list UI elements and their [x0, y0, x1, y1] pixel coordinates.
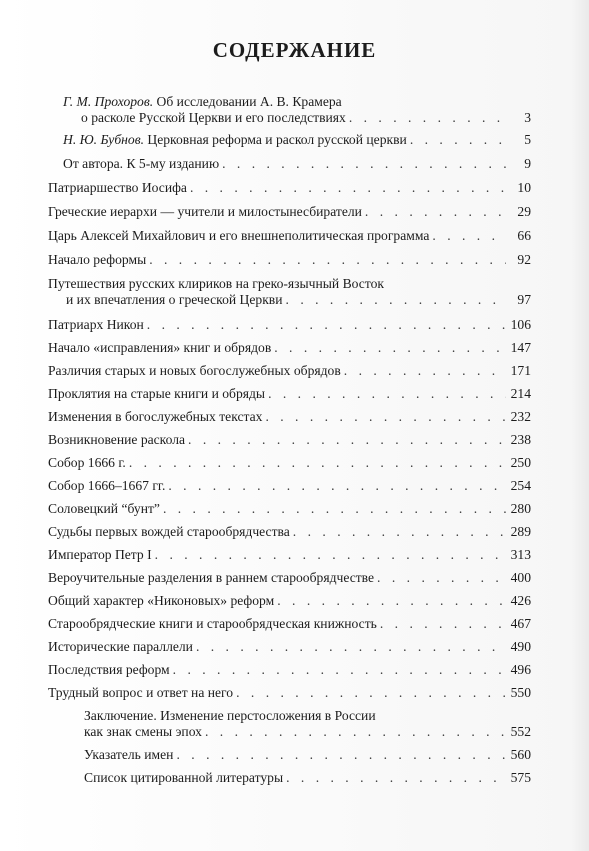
toc-entry[interactable]	[48, 340, 531, 356]
toc-page-number: 171	[510, 363, 531, 378]
toc-page-number: 250	[510, 455, 531, 470]
toc-title: Проклятия на старые книги и обряды	[48, 386, 266, 401]
toc-entry[interactable]	[48, 662, 531, 678]
toc-page-number: 66	[517, 228, 531, 243]
dot-leader	[147, 317, 506, 333]
toc-title: Список цитированной литературы	[84, 770, 284, 785]
toc-page-number: 232	[510, 409, 531, 424]
toc-title: Последствия реформ	[48, 662, 170, 677]
toc-line	[48, 409, 531, 425]
dot-leader	[163, 501, 506, 517]
toc-page-number: 490	[510, 639, 531, 654]
toc-page-number: 92	[517, 252, 531, 267]
toc-line	[63, 156, 531, 172]
toc-entry[interactable]	[48, 616, 531, 632]
dot-leader	[155, 547, 506, 563]
toc-line	[48, 180, 531, 196]
dot-leader	[293, 524, 506, 540]
toc-page-number: 400	[510, 570, 531, 585]
dot-leader	[344, 363, 506, 379]
toc-page-number: 9	[524, 156, 531, 171]
toc-title: Начало «исправления» книг и обрядов	[48, 340, 272, 355]
toc-title: Соловецкий “бунт”	[48, 501, 160, 516]
toc-line	[48, 639, 531, 655]
toc-title: Собор 1666–1667 гг.	[48, 478, 166, 493]
dot-leader	[190, 180, 506, 196]
toc-entry[interactable]	[48, 524, 531, 540]
toc-entry[interactable]	[48, 501, 531, 517]
toc-line	[48, 386, 531, 402]
dot-leader	[268, 386, 506, 402]
toc-line	[48, 292, 531, 308]
toc-title: Путешествия русских клириков на греко-язычный Восток	[48, 276, 384, 291]
toc-page-number: 106	[510, 317, 531, 332]
toc-page-number: 550	[510, 685, 531, 700]
toc-line	[48, 276, 531, 292]
toc-line	[84, 770, 531, 786]
toc-title: Патриаршество Иосифа	[48, 180, 187, 195]
toc-entry[interactable]	[84, 747, 531, 763]
toc-entry-preface[interactable]	[63, 156, 531, 172]
toc-entry[interactable]	[48, 180, 531, 196]
dot-leader	[380, 616, 506, 632]
dot-leader	[265, 409, 506, 425]
toc-page-number: 560	[510, 747, 531, 762]
toc-title: Общий характер «Никоновых» реформ	[48, 593, 275, 608]
toc-entry[interactable]	[48, 228, 531, 244]
dot-leader	[222, 156, 506, 172]
toc-entry-bubnov[interactable]	[63, 132, 531, 148]
dot-leader	[129, 455, 506, 471]
toc-title: Церковная реформа и раскол русской церкви	[144, 132, 407, 147]
dot-leader	[365, 204, 506, 220]
toc-page-number: 3	[524, 110, 531, 125]
dot-leader	[205, 724, 506, 740]
toc-entry[interactable]	[48, 593, 531, 609]
toc-title: Исторические параллели	[48, 639, 193, 654]
toc-page-number: 214	[510, 386, 531, 401]
toc-entry[interactable]	[48, 685, 531, 701]
dot-leader	[168, 478, 506, 494]
dot-leader	[173, 662, 506, 678]
toc-author: Г. М. Прохоров.	[63, 94, 154, 109]
toc-line	[63, 132, 531, 148]
toc-title: Греческие иерархи — учители и милостынесбиратели	[48, 204, 362, 219]
dot-leader	[286, 292, 506, 308]
toc-line	[48, 228, 531, 244]
dot-leader	[349, 110, 506, 126]
toc-title: Старообрядческие книги и старообрядческая книжность	[48, 616, 377, 631]
toc-line	[48, 455, 531, 471]
toc-title: Вероучительные разделения в раннем старообрядчестве	[48, 570, 375, 585]
toc-line	[84, 724, 531, 740]
toc-author: Н. Ю. Бубнов.	[63, 132, 145, 147]
toc-entry[interactable]	[48, 386, 531, 402]
toc-line	[48, 662, 531, 678]
toc-page-number: 313	[510, 547, 531, 562]
toc-title: Об исследовании А. В. Крамера	[153, 94, 342, 109]
toc-entry[interactable]	[48, 204, 531, 220]
toc-entry[interactable]	[84, 708, 531, 740]
toc-line	[48, 616, 531, 632]
toc-title: От автора. К 5-му изданию	[63, 156, 220, 171]
dot-leader	[149, 252, 506, 268]
dot-leader	[176, 747, 506, 763]
toc-title: Указатель имен	[84, 747, 174, 762]
toc-line	[48, 363, 531, 379]
toc-page-number: 147	[510, 340, 531, 355]
toc-title: Возникновение раскола	[48, 432, 186, 447]
toc-line	[48, 317, 531, 333]
toc-title: Различия старых и новых богослужебных обрядов	[48, 363, 341, 378]
toc-line	[48, 204, 531, 220]
toc-line	[48, 432, 531, 448]
toc-line	[48, 478, 531, 494]
toc-page-number: 426	[510, 593, 531, 608]
toc-line	[84, 708, 531, 724]
toc-page-number: 280	[510, 501, 531, 516]
toc-title: Собор 1666 г.	[48, 455, 126, 470]
toc-title: Патриарх Никон	[48, 317, 144, 332]
toc-entry[interactable]	[48, 432, 531, 448]
toc-title-continued: как знак смены эпох	[84, 724, 202, 739]
toc-page-number: 552	[510, 724, 531, 739]
toc-line	[48, 593, 531, 609]
toc-title: Царь Алексей Михайлович и его внешнеполитическая программа	[48, 228, 430, 243]
toc-line	[48, 340, 531, 356]
toc-page-number: 238	[510, 432, 531, 447]
toc-title: Начало реформы	[48, 252, 147, 267]
dot-leader	[274, 340, 506, 356]
toc-entry[interactable]	[48, 276, 531, 308]
toc-title-continued: о расколе Русской Церкви и его последствиях	[81, 110, 346, 125]
toc-page-number: 467	[510, 616, 531, 631]
dot-leader	[188, 432, 506, 448]
toc-page-number: 29	[517, 204, 531, 219]
toc-title-continued: и их впечатления о греческой Церкви	[66, 292, 283, 307]
toc-entry[interactable]	[48, 409, 531, 425]
toc-line	[84, 747, 531, 763]
toc-entry[interactable]	[48, 363, 531, 379]
toc-page-number: 10	[517, 180, 531, 195]
toc-title: Изменения в богослужебных текстах	[48, 409, 263, 424]
dot-leader	[410, 132, 506, 148]
toc-entry-prokhorov[interactable]	[63, 94, 531, 126]
toc-line	[48, 570, 531, 586]
dot-leader	[236, 685, 506, 701]
toc-page-number: 289	[510, 524, 531, 539]
page-title: СОДЕРЖАНИЕ	[212, 38, 377, 62]
dot-leader	[196, 639, 506, 655]
toc-line	[48, 252, 531, 268]
toc-title: Трудный вопрос и ответ на него	[48, 685, 234, 700]
toc-title: Император Петр I	[48, 547, 152, 562]
dot-leader	[286, 770, 506, 786]
dot-leader	[377, 570, 506, 586]
dot-leader	[277, 593, 506, 609]
toc-page-number: 496	[510, 662, 531, 677]
toc-page-number: 5	[524, 132, 531, 147]
toc-page-number: 97	[517, 292, 531, 307]
toc-entry[interactable]	[48, 547, 531, 563]
toc-line	[48, 685, 531, 701]
toc-line	[48, 501, 531, 517]
toc-entry[interactable]	[48, 455, 531, 471]
toc-title: Заключение. Изменение перстосложения в России	[84, 708, 376, 723]
toc-page-number: 575	[510, 770, 531, 785]
toc-line	[48, 547, 531, 563]
toc-entry[interactable]	[48, 252, 531, 268]
toc-entry[interactable]	[84, 770, 531, 786]
toc-line	[63, 94, 531, 110]
toc-page-number: 254	[510, 478, 531, 493]
toc-entry[interactable]	[48, 478, 531, 494]
dot-leader	[432, 228, 506, 244]
toc-entry[interactable]	[48, 570, 531, 586]
toc-line	[63, 110, 531, 126]
toc-line	[48, 524, 531, 540]
toc-entry[interactable]	[48, 317, 531, 333]
toc-entry[interactable]	[48, 639, 531, 655]
toc-title: Судьбы первых вождей старообрядчества	[48, 524, 290, 539]
